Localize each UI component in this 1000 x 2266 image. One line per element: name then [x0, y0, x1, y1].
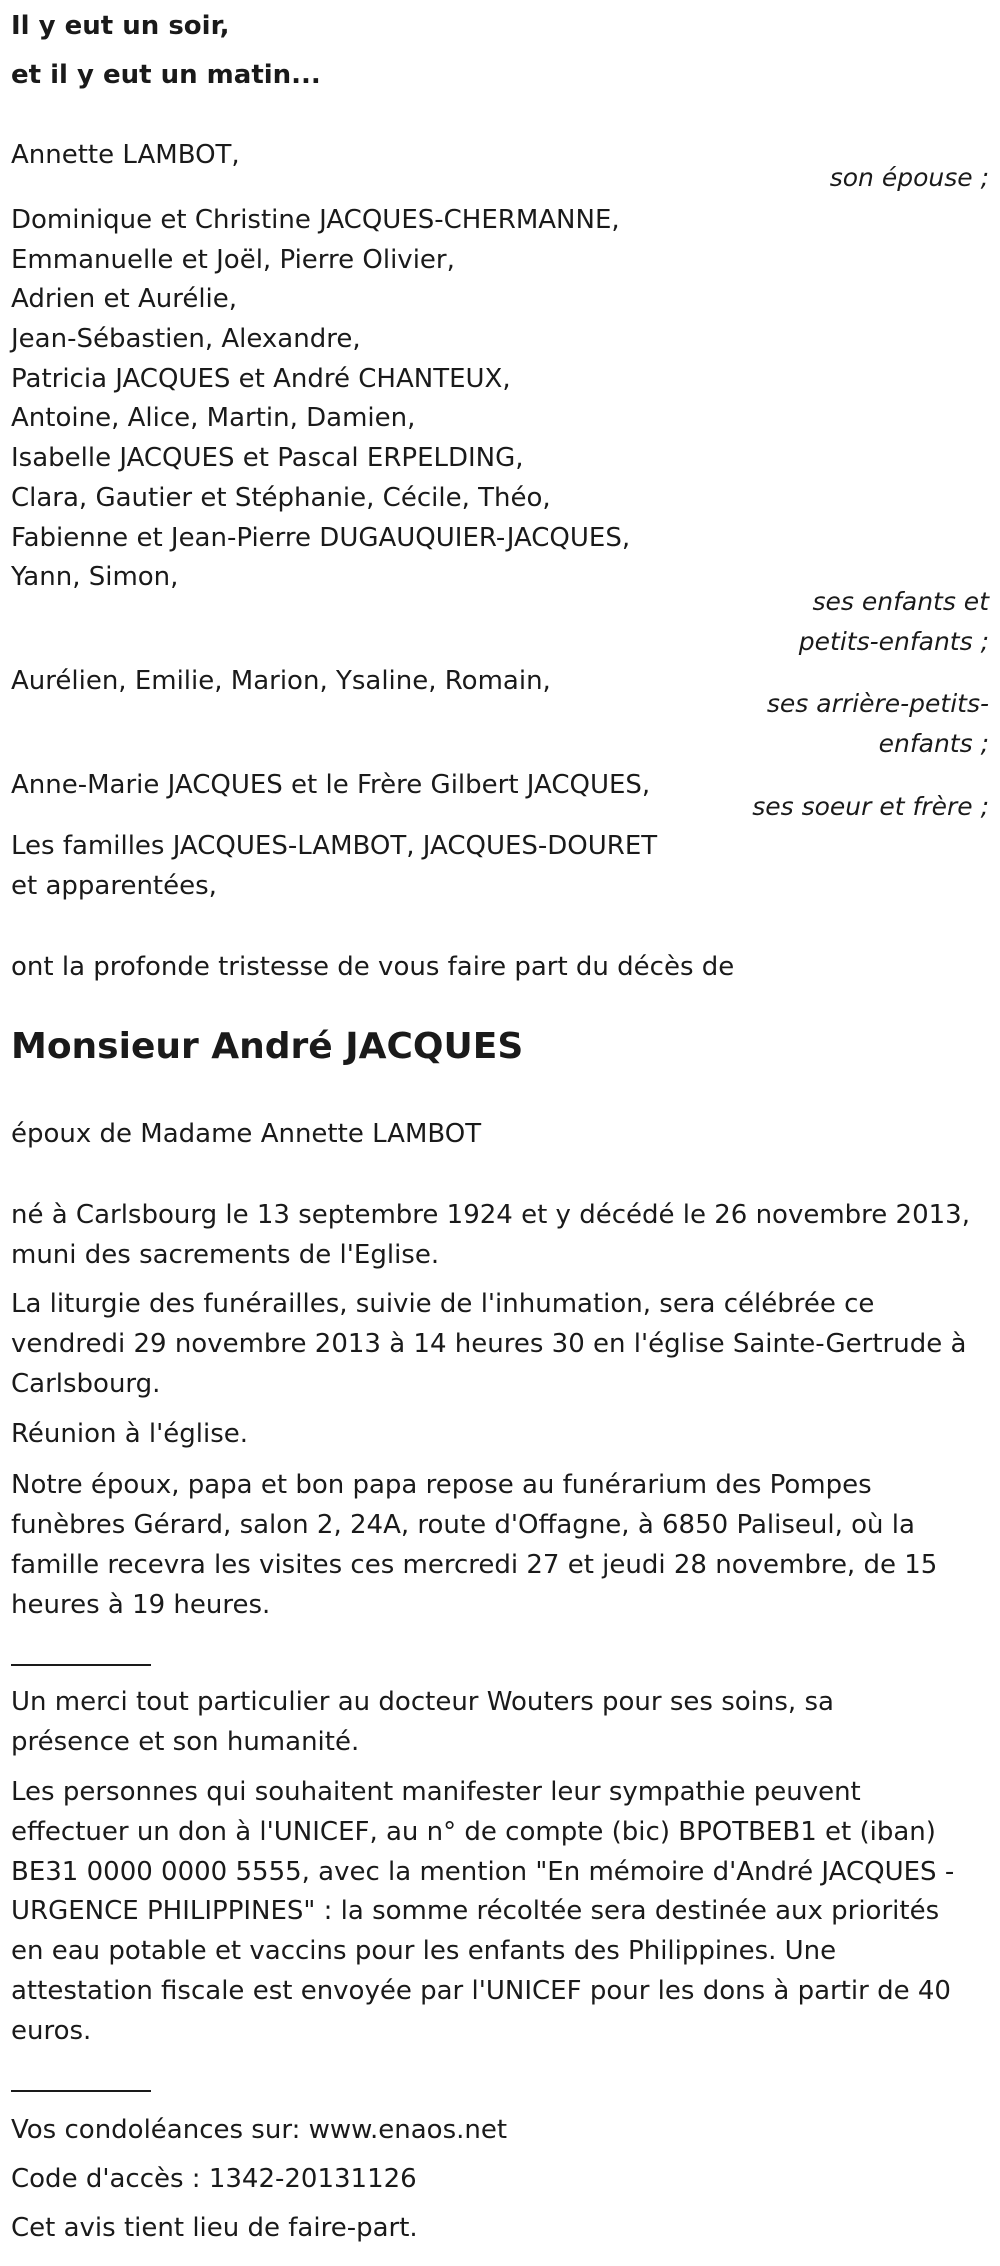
visits-line: heures à 19 heures. — [11, 1590, 271, 1620]
child-line: Antoine, Alice, Martin, Damien, — [11, 403, 416, 433]
families-line: et apparentées, — [11, 871, 217, 901]
families-line: Les familles JACQUES-LAMBOT, JACQUES-DOURET — [11, 831, 658, 861]
donation-line: en eau potable et vaccins pour les enfants des Philippines. Une — [11, 1936, 837, 1966]
donation-line: BE31 0000 0000 5555, avec la mention "En mémoire d'André JACQUES - — [11, 1857, 955, 1887]
thanks-line: Un merci tout particulier au docteur Wouters pour ses soins, sa — [11, 1687, 834, 1717]
intro-line: Il y eut un soir, — [11, 11, 230, 41]
donation-line: euros. — [11, 2016, 92, 2046]
birth-line: muni des sacrements de l'Eglise. — [11, 1240, 440, 1270]
donation-line: Les personnes qui souhaitent manifester leur sympathie peuvent — [11, 1777, 861, 1807]
visits-line: Notre époux, papa et bon papa repose au funérarium des Pompes — [11, 1470, 872, 1500]
spouse-name: Annette LAMBOT, — [11, 140, 240, 170]
meeting-line: Réunion à l'église. — [11, 1419, 249, 1449]
announcement: ont la profonde tristesse de vous faire part du décès de — [11, 952, 735, 982]
spouse-line: époux de Madame Annette LAMBOT — [11, 1119, 482, 1149]
child-line: Clara, Gautier et Stéphanie, Cécile, Théo, — [11, 483, 551, 513]
great-grandchildren-role: enfants ; — [878, 729, 989, 758]
siblings: Anne-Marie JACQUES et le Frère Gilbert JACQUES, — [11, 770, 651, 800]
separator — [11, 2090, 151, 2092]
deceased-name: Monsieur André JACQUES — [11, 1026, 524, 1067]
visits-line: funèbres Gérard, salon 2, 24A, route d'Offagne, à 6850 Paliseul, où la — [11, 1510, 915, 1540]
siblings-role: ses soeur et frère ; — [752, 792, 989, 821]
liturgy-line: vendredi 29 novembre 2013 à 14 heures 30 en l'église Sainte-Gertrude à — [11, 1329, 967, 1359]
child-line: Yann, Simon, — [11, 562, 179, 592]
access-code-line: Code d'accès : 1342-20131126 — [11, 2164, 417, 2194]
donation-line: attestation fiscale est envoyée par l'UNICEF pour les dons à partir de 40 — [11, 1976, 951, 2006]
thanks-line: présence et son humanité. — [11, 1727, 360, 1757]
spouse-role: son épouse ; — [829, 163, 989, 192]
child-line: Fabienne et Jean-Pierre DUGAUQUIER-JACQUES, — [11, 523, 631, 553]
liturgy-line: Carlsbourg. — [11, 1369, 161, 1399]
child-line: Emmanuelle et Joël, Pierre Olivier, — [11, 245, 455, 275]
child-line: Patricia JACQUES et André CHANTEUX, — [11, 364, 511, 394]
child-line: Jean-Sébastien, Alexandre, — [11, 324, 361, 354]
donation-line: effectuer un don à l'UNICEF, au n° de compte (bic) BPOTBEB1 et (iban) — [11, 1817, 936, 1847]
liturgy-line: La liturgie des funérailles, suivie de l'inhumation, sera célébrée ce — [11, 1289, 875, 1319]
visits-line: famille recevra les visites ces mercredi 27 et jeudi 28 novembre, de 15 — [11, 1550, 938, 1580]
child-line: Adrien et Aurélie, — [11, 284, 238, 314]
child-line: Isabelle JACQUES et Pascal ERPELDING, — [11, 443, 524, 473]
children-role: ses enfants et — [812, 587, 989, 616]
condolences-line: Vos condoléances sur: www.enaos.net — [11, 2115, 508, 2145]
children-role: petits-enfants ; — [798, 627, 989, 656]
notice-line: Cet avis tient lieu de faire-part. — [11, 2213, 418, 2243]
separator — [11, 1664, 151, 1666]
great-grandchildren-role: ses arrière-petits- — [766, 689, 989, 718]
donation-line: URGENCE PHILIPPINES" : la somme récoltée sera destinée aux priorités — [11, 1896, 940, 1926]
great-grandchildren: Aurélien, Emilie, Marion, Ysaline, Romain, — [11, 666, 551, 696]
intro-line: et il y eut un matin... — [11, 60, 321, 90]
birth-line: né à Carlsbourg le 13 septembre 1924 et y décédé le 26 novembre 2013, — [11, 1200, 970, 1230]
child-line: Dominique et Christine JACQUES-CHERMANNE, — [11, 205, 620, 235]
